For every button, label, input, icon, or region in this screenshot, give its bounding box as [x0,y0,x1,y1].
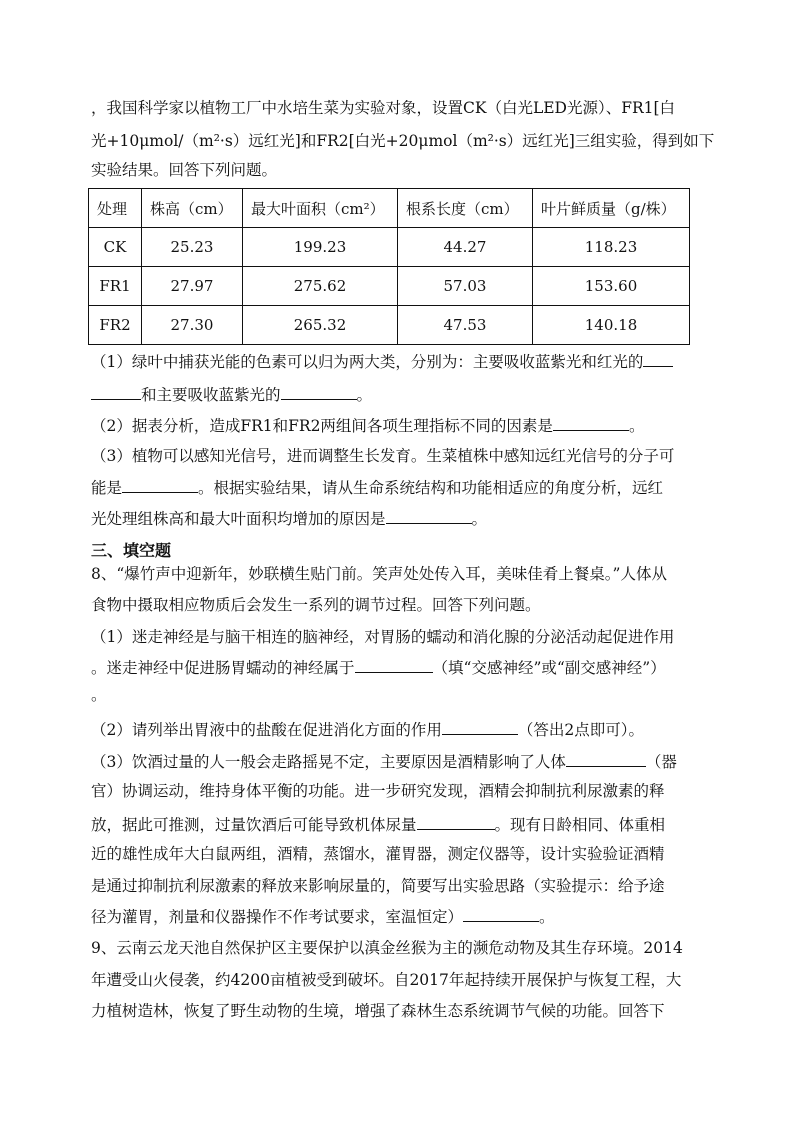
answer-blank[interactable] [553,414,629,431]
table-header: 最大叶面积（cm²） [243,189,398,228]
answer-blank[interactable] [566,750,646,767]
table-header-row [89,189,690,228]
q8-part3-text: （3）饮酒过量的人一般会走路摇晃不定，主要原因是酒精影响了人体 [91,753,566,771]
q7-part1-text: 。 [356,386,373,404]
q8-part2-text: （答出2点即可）。 [517,721,644,739]
table-cell: FR1 [89,267,142,306]
intro-line-1: ，我国科学家以植物工厂中水培生菜为实验对象，设置CK（白光LED光源）、FR1[白 [91,99,676,117]
q9-line3: 力植树造林，恢复了野生动物的生境，增强了森林生态系统调节气候的功能。回答下 [91,1002,665,1020]
table-cell: 118.23 [533,228,690,267]
table-cell: 27.30 [142,306,243,345]
table-cell: 27.97 [142,267,243,306]
answer-blank[interactable] [355,656,433,673]
q8-part1-line1: （1）迷走神经是与脑干相连的脑神经，对胃肠的蠕动和消化腺的分泌活动起促进作用 [91,628,675,646]
answer-blank[interactable] [643,350,673,367]
q8-part3-text: 。 [539,908,555,926]
q8-part3-line1 [91,750,677,772]
q7-part2 [91,414,644,436]
q7-part3-line3 [91,507,487,529]
q8-part3-line2: 官）协调运动，维持身体平衡的功能。进一步研究发现，酒精会抑制抗利尿激素的释 [91,782,665,800]
q8-part1-line2 [91,656,666,678]
table-cell: 57.03 [398,267,533,306]
q8-part2-text: （2）请列举出胃液中的盐酸在促进消化方面的作用 [91,721,442,739]
q8-part3-text: （器 [645,753,677,771]
table-cell: 265.32 [243,306,398,345]
table-row [89,267,690,306]
table-header: 株高（cm） [142,189,243,228]
table-header: 处理 [89,189,142,228]
q7-part1-line1 [91,350,673,372]
table-cell: 44.27 [398,228,533,267]
q8-part3-line5: 是通过抑制抗利尿激素的释放来影响尿量的，简要写出实验思路（实验提示：给予途 [91,877,665,895]
q7-part3-line1 [91,446,674,466]
answer-blank[interactable] [386,507,472,524]
q7-part3-text: 。 [471,510,488,528]
table-row [89,228,690,267]
q8-part3-text: 径为灌胃，剂量和仪器操作不作考试要求，室温恒定） [91,908,464,926]
q8-part2 [91,718,644,740]
q7-part1-text: （1）绿叶中捕获光能的色素可以归为两大类，分别为：主要吸收蓝紫光和红光的 [91,353,644,371]
q8-part3-text: 放，据此可推测，过量饮酒后可能导致机体尿量 [91,816,417,834]
section-title: 三、填空题 [91,541,172,560]
q9-line2: 年遭受山火侵袭，约4200亩植被受到破坏。自2017年起持续开展保护与恢复工程，大 [91,971,682,989]
table-cell: CK [89,228,142,267]
intro-line-3: 实验结果。回答下列问题。 [91,161,278,179]
q8-part3-text: 。现有日龄相同、体重相 [494,816,666,834]
answer-blank[interactable] [281,383,357,400]
table-cell: 153.60 [533,267,690,306]
q7-part3-text: 光处理组株高和最大叶面积均增加的原因是 [91,510,386,528]
answer-blank[interactable] [122,476,198,493]
answer-blank[interactable] [91,383,141,400]
q8-part3-line6 [91,905,555,927]
table-cell: 25.23 [142,228,243,267]
table-header: 根系长度（cm） [398,189,533,228]
q7-part3-text: 。根据实验结果，请从生命系统结构和功能相适应的角度分析，远红 [198,479,664,497]
table-row [89,306,690,345]
q8-stem-line2: 食物中摄取相应物质后会发生一系列的调节过程。回答下列问题。 [91,596,541,614]
q7-part3-line2 [91,476,663,498]
q8-part1-text: （填“交感神经”或“副交感神经”） [432,659,666,677]
results-table [88,188,690,345]
table-cell: 47.53 [398,306,533,345]
answer-blank[interactable] [417,813,495,830]
q9-line1: 9、云南云龙天池自然保护区主要保护以滇金丝猴为主的濒危动物及其生存环境。2014 [91,939,683,957]
q7-part2-text: 。 [628,417,645,435]
q8-stem-line1: 8、“爆竹声中迎新年，妙联横生贴门前。笑声处处传入耳，美味佳肴上餐桌。”人体从 [91,565,667,583]
intro-line-2: 光+10μmol/（m²·s）远红光]和FR2[白光+20μmol（m²·s）远红光]三组实验，得到如下 [91,132,715,150]
q8-part1-line3: 。 [91,686,107,704]
q8-part1-text: 。迷走神经中促进肠胃蠕动的神经属于 [91,659,355,677]
q7-part1-line2 [91,383,372,405]
table-cell: FR2 [89,306,142,345]
answer-blank[interactable] [442,718,518,735]
table-cell: 275.62 [243,267,398,306]
q8-part3-line3 [91,813,665,835]
q7-part3-text: 能是 [91,479,123,497]
q7-part3-text: （3）植物可以感知光信号，进而调整生长发育。生菜植株中感知远红光信号的分子可 [91,447,675,465]
answer-blank[interactable] [463,905,539,922]
q8-part3-line4: 近的雄性成年大白鼠两组，酒精，蒸馏水，灌胃器，测定仪器等，设计实验验证酒精 [91,845,665,863]
q7-part2-text: （2）据表分析，造成FR1和FR2两组间各项生理指标不同的因素是 [91,417,553,435]
table-header: 叶片鲜质量（g/株） [533,189,690,228]
table-cell: 199.23 [243,228,398,267]
q7-part1-text: 和主要吸收蓝紫光的 [141,386,281,404]
table-cell: 140.18 [533,306,690,345]
